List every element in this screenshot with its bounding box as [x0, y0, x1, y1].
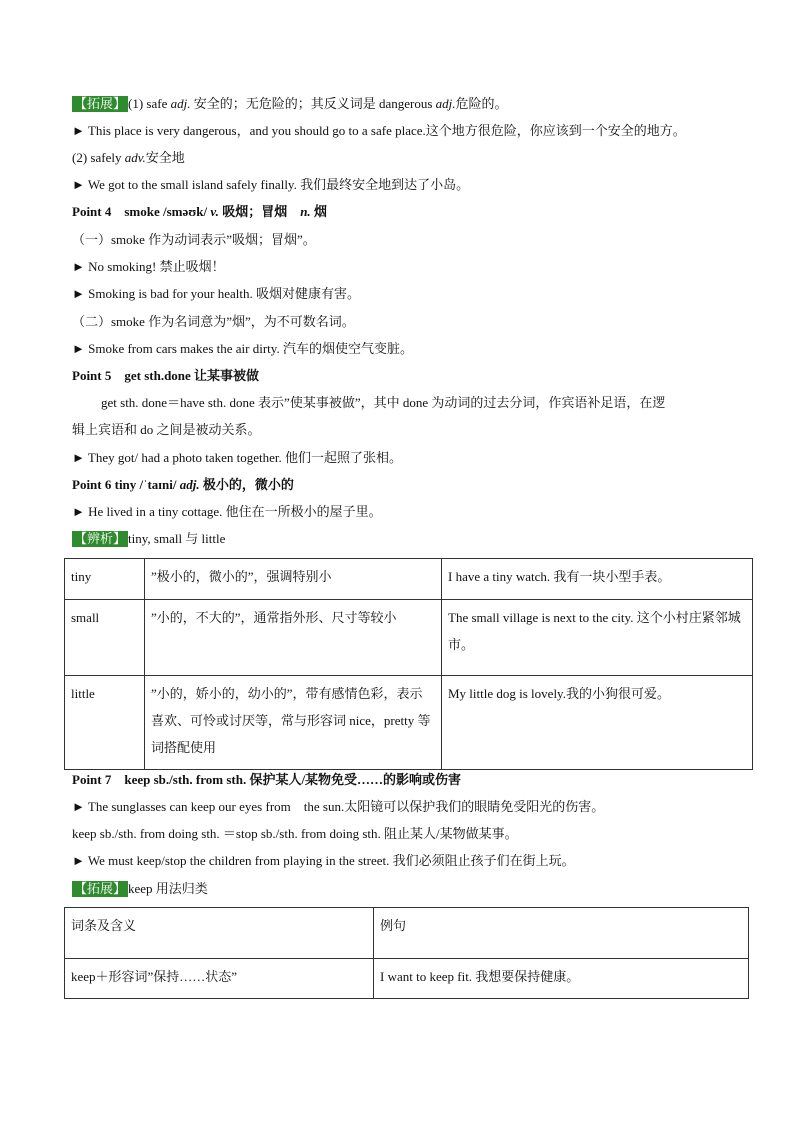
meaning-cell: ”极小的，微小的”，强调特别小	[145, 559, 442, 600]
safely-example-line: ► We got to the small island safely finally. 我们最终安全地到达了小岛。	[72, 177, 470, 192]
keep-expand-line: 【拓展】 keep 用法归类	[74, 881, 208, 896]
point5-example: ► They got/ had a photo taken together. 他们一起照了张相。	[72, 450, 402, 465]
point5-paragraph-2: 辑上宾语和 do 之间是被动关系。	[72, 422, 261, 437]
point4-line-4: （二）smoke 作为名词意为”烟”，为不可数名词。	[72, 314, 355, 329]
table-row	[65, 559, 753, 600]
header-cell: 词条及含义	[65, 908, 374, 959]
keep-usage-table	[64, 907, 749, 999]
analysis-line: 【辨析】 tiny, small 与 little	[74, 531, 226, 546]
point7-heading: Point 7 keep sb./sth. from sth. 保护某人/某物免受……的影响或伤害	[72, 772, 462, 787]
point6-heading: Point 6 tiny /ˈtaɪni/ adj. 极小的，微小的	[72, 477, 294, 492]
table-row	[65, 959, 749, 999]
point6-example: ► He lived in a tiny cottage. 他住在一所极小的屋子里。	[72, 504, 382, 519]
meaning-cell: ”小的，娇小的，幼小的”，带有感情色彩，表示喜欢、可怜或讨厌等，常与形容词 nice，pretty 等词搭配使用	[145, 676, 442, 770]
point7-example-1: ► The sunglasses can keep our eyes from the sun.太阳镜可以保护我们的眼睛免受阳光的伤害。	[72, 799, 605, 814]
point4-line-1: （一）smoke 作为动词表示”吸烟；冒烟”。	[72, 232, 316, 247]
analysis-tag: 【辨析】	[74, 531, 127, 546]
expand-tag: 【拓展】	[74, 881, 127, 896]
word-cell: little	[65, 676, 145, 770]
table-row	[65, 600, 753, 676]
example-cell: I have a tiny watch. 我有一块小型手表。	[442, 559, 753, 600]
point5-heading: Point 5 get sth.done 让某事被做	[72, 368, 260, 383]
table-header-row	[65, 908, 749, 959]
table-row	[65, 676, 753, 770]
word-cell: tiny	[65, 559, 145, 600]
example-cell: My little dog is lovely.我的小狗很可爱。	[442, 676, 753, 770]
safe-definition-line: 【拓展】 (1) safe adj. 安全的；无危险的；其反义词是 dangerous adj.危险的。	[74, 96, 508, 111]
safe-example-line: ► This place is very dangerous，and you should go to a safe place.这个地方很危险，你应该到一个安全的地方。	[72, 123, 686, 138]
point4-heading: Point 4 smoke /sməʊk/ v. 吸烟；冒烟 n. 烟	[72, 204, 327, 219]
header-cell: 例句	[374, 908, 749, 959]
meaning-cell: ”小的，不大的”，通常指外形、尺寸等较小	[145, 600, 442, 676]
expand-tag: 【拓展】	[74, 96, 127, 111]
safely-definition-line: (2) safely adv.安全地	[72, 150, 185, 165]
word-cell: small	[65, 600, 145, 676]
entry-cell: keep＋形容词”保持……状态”	[65, 959, 374, 999]
point4-line-3: ► Smoking is bad for your health. 吸烟对健康有害。	[72, 286, 361, 301]
point7-example-2: ► We must keep/stop the children from playing in the street. 我们必须阻止孩子们在街上玩。	[72, 853, 575, 868]
point7-line-2: keep sb./sth. from doing sth. ＝stop sb./sth. from doing sth. 阻止某人/某物做某事。	[72, 826, 518, 841]
point4-line-2: ► No smoking! 禁止吸烟！	[72, 259, 225, 274]
example-cell: I want to keep fit. 我想要保持健康。	[374, 959, 749, 999]
point5-paragraph-1: get sth. done＝have sth. done 表示”使某事被做”，其中 done 为动词的过去分词，作宾语补足语，在逻	[101, 395, 666, 410]
example-cell: The small village is next to the city. 这个小村庄紧邻城市。	[442, 600, 753, 676]
point4-line-5: ► Smoke from cars makes the air dirty. 汽车的烟使空气变脏。	[72, 341, 413, 356]
tiny-small-little-table	[64, 558, 753, 770]
